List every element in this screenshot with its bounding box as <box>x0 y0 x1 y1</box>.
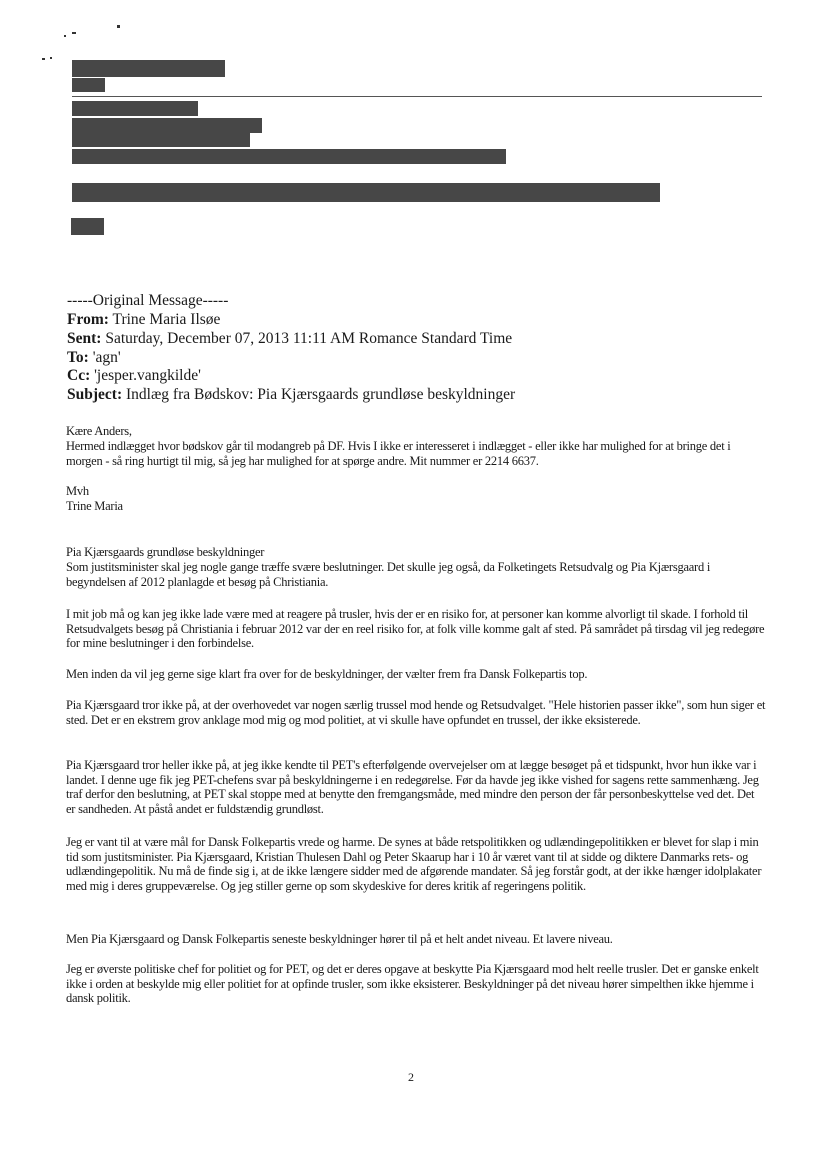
original-message-marker: -----Original Message----- <box>67 292 229 309</box>
subject-label: Subject: <box>67 386 123 403</box>
scan-speck <box>50 57 52 59</box>
redaction-bar <box>72 78 105 92</box>
article-paragraph: Pia Kjærsgaard tror ikke på, at der overhovedet var nogen særlig trussel mod hende og Retsudvalget. "Hele historien passer ikke", som hun siger et sted. Det er en ekstrem grov anklage mod mig og mod politiet, at vi skulle have opfundet en trussel, der ikke eksisterede. <box>66 698 766 727</box>
sent-value: Saturday, December 07, 2013 11:11 AM Romance Standard Time <box>105 330 513 347</box>
sent-line <box>67 329 512 348</box>
redaction-bar <box>71 218 104 235</box>
redaction-bar <box>72 101 198 116</box>
article-paragraph: Som justitsminister skal jeg nogle gange træffe svære beslutninger. Det skulle jeg også, da Folketingets Retsudvalg og Pia Kjærsgaard i begyndelsen af 2012 planlagde et besøg på Christiania. <box>66 560 711 589</box>
scan-speck <box>117 25 120 28</box>
sign-off: Mvh <box>66 484 89 498</box>
scan-speck <box>64 35 66 37</box>
sent-label: Sent: <box>67 330 102 347</box>
cc-label: Cc: <box>67 367 91 384</box>
redaction-bar <box>72 149 506 164</box>
scan-speck <box>72 32 76 34</box>
article-paragraph: I mit job må og kan jeg ikke lade være med at reagere på trusler, hvis der er en risiko for, at personer kan komme alvorligt til skade. I forhold til Retsudvalgets besøg på Christiania i februar 2012 var der en reel risiko for, at folk ville komme galt af sted. På samrådet på tirsdag vil jeg redegøre for mine beslutninger i den forbindelse. <box>66 607 765 650</box>
to-line <box>67 348 121 367</box>
article-paragraph: Jeg er øverste politiske chef for politiet og for PET, og det er deres opgave at beskytte Pia Kjærsgaard mod helt reelle trusler. Det er ganske enkelt ikke i orden at beskylde mig eller politiet for at opfinde trusler, som ikke eksisterer. Beskyldninger på det niveau hører simpelthen ikke hjemme i dansk politik. <box>66 962 759 1005</box>
to-label: To: <box>67 349 89 366</box>
article-paragraph: Pia Kjærsgaard tror heller ikke på, at jeg ikke kendte til PET's efterfølgende overvejelser om at lægge besøget på et tidspunkt, hvor hun ikke var i landet. I denne uge fik jeg PET-chefens svar på beskyldningerne i en redegørelse. Før da havde jeg ikke vished for sagens rette sammenhæng. Jeg traf derfor den beslutning, at PET skal stoppe med at benytte den fremgangsmåde, med mindre den person der får personbeskyttelse ved det. Det er sandheden. At påstå andet er fuldstændig grundløst. <box>66 758 759 816</box>
intro-paragraph: Hermed indlægget hvor bødskov går til modangreb på DF. Hvis I ikke er interesseret i indlægget - eller ikke har mulighed for at bringe det i morgen - så ring hurtigt til mig, så jeg har mulighed for at spørge andre. Mit nummer er 2214 6637. <box>66 439 731 468</box>
redaction-bar <box>72 60 225 77</box>
to-value: 'agn' <box>92 349 121 366</box>
from-line <box>67 310 220 329</box>
article-paragraph: Men Pia Kjærsgaard og Dansk Folkepartis seneste beskyldninger hører til på et helt andet niveau. Et lavere niveau. <box>66 932 613 946</box>
article-paragraph: Jeg er vant til at være mål for Dansk Folkepartis vrede og harme. De synes at både retspolitikken og udlændingepolitikken er blevet for slap i min tid som justitsminister. Pia Kjærsgaard, Kristian Thulesen Dahl og Peter Skaarup har i 10 år været vant til at sidde og diktere Danmarks rets- og udlændingepolitik. Nu må de finde sig i, at de ikke længere sidder med de afgørende mandater. Så jeg forstår godt, at der ikke hænger idolplakater med mig i deres gruppeværelse. Og jeg stiller gerne op som skydeskive for deres kritik af regeringens politik. <box>66 835 762 893</box>
redaction-bar <box>72 133 250 147</box>
article-title: Pia Kjærsgaards grundløse beskyldninger <box>66 545 265 559</box>
greeting: Kære Anders, <box>66 424 132 438</box>
cc-value: 'jesper.vangkilde' <box>94 367 201 384</box>
cc-line <box>67 366 201 385</box>
divider-line <box>72 96 762 97</box>
sender-name: Trine Maria <box>66 499 123 513</box>
subject-value: Indlæg fra Bødskov: Pia Kjærsgaards grundløse beskyldninger <box>125 386 516 403</box>
article-paragraph: Men inden da vil jeg gerne sige klart fra over for de beskyldninger, der vælter frem fra Dansk Folkepartis top. <box>66 667 588 681</box>
redaction-bar <box>72 118 262 133</box>
from-value: Trine Maria Ilsøe <box>112 311 221 328</box>
subject-line <box>67 385 515 404</box>
page-number: 2 <box>408 1070 414 1084</box>
from-label: From: <box>67 311 109 328</box>
redaction-bar <box>72 183 660 202</box>
scan-speck <box>42 58 45 60</box>
